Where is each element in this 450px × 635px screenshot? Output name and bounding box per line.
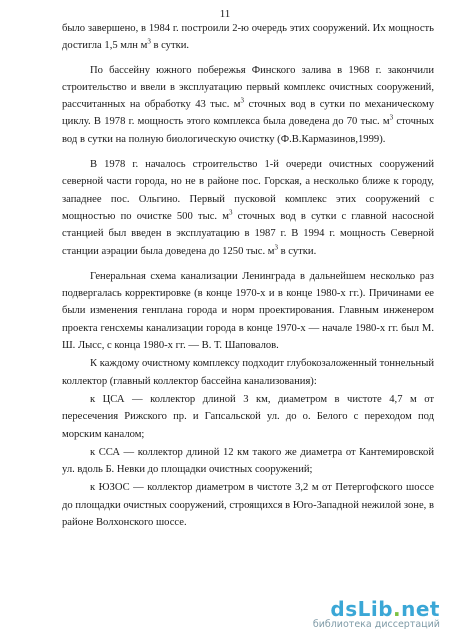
superscript: 3	[147, 37, 151, 46]
collector-item-yuzos: к ЮЗОС — коллектор диаметром в чистоте 3,2 м от Петергофского шоссе до площадки очистных сооружений, строящихся в Юго-Западной нежилой зоне, в районе Волхонского шоссе.	[62, 482, 434, 529]
watermark-logo	[330, 597, 440, 621]
superscript: 3	[240, 96, 245, 105]
paragraph-text: в сутки.	[150, 40, 190, 52]
paragraph-text: По бассейну южного побережья Финского залива в 1968 г. закончили строительство и ввели в эксплуатацию первый комплекс очистных сооружений, рассчитанных на обработку 43 тыс. м	[62, 64, 434, 111]
paragraph-text: было завершено, в 1984 г. построили 2-ю очередь этих сооружений. Их мощность достигла 1,5 млн м	[62, 23, 434, 52]
paragraph-2	[62, 62, 434, 148]
paragraph-5: К каждому очистному комплексу подходит глубокозаложенный тоннельный коллектор (главный коллектор бассейна канализования):	[62, 358, 434, 387]
superscript: 3	[389, 113, 394, 122]
paragraph-text: сточных вод в сутки с главной насосной станцией был введен в эксплуатацию в 1987 г. В 1994 г. мощность Северной станции аэрации была доведена до 1250 тыс. м	[62, 210, 435, 257]
paragraph-text: сточных вод в сутки на полную биологическую очистку (Ф.В.Кармазинов,1999).	[62, 116, 434, 145]
superscript: 3	[274, 243, 278, 252]
paragraph-3	[62, 156, 434, 260]
paragraph-text: В 1978 г. началось строительство 1-й очереди очистных сооружений северной части города, но не в районе пос. Горская, а несколько ближе к городу, западнее пос. Ольгино. Первый пусковой комплекс этих сооружений с мощностью по очистке 500 тыс. м	[62, 159, 434, 222]
page-number: 11	[219, 8, 231, 20]
paragraph-1	[62, 20, 434, 55]
paragraph-4: Генеральная схема канализации Ленинграда в дальнейшем несколько раз подвергалась корректировке (в конце 1970-х и в конце 1980-х гг.). Причинами ее были изменения генплана города и норм проектирования. Главным инженером проекта генсхемы канализации города в конце 1970-х — начале 1980-х гг. был М. Ш. Лысс, с конца 1980-х гг. — В. Т. Шаповалов.	[62, 270, 434, 352]
collector-item-csa: к ЦСА — коллектор длиной 3 км, диаметром в чистоте 4,7 м от пересечения Рижского пр. и Гапсальской ул. до о. Белого с переходом под морским каналом;	[62, 393, 434, 440]
logo-tld: net	[401, 597, 440, 621]
superscript: 3	[228, 208, 233, 217]
collector-item-ssa: к ССА — коллектор длиной 12 км такого же диаметра от Кантемировской ул. вдоль Б. Невки до площадки очистных сооружений;	[62, 446, 434, 476]
watermark	[290, 597, 440, 631]
paragraph-text: сточных вод в сутки по механическому циклу. В 1978 г. мощность этого комплекса была доведена до 70 тыс. м	[62, 99, 435, 128]
logo-main: dsLib	[330, 597, 394, 621]
document-body	[62, 20, 434, 532]
watermark-subtitle: библиотека диссертаций	[312, 619, 440, 630]
paragraph-text: в сутки.	[277, 245, 317, 257]
logo-dot: .	[393, 597, 402, 621]
